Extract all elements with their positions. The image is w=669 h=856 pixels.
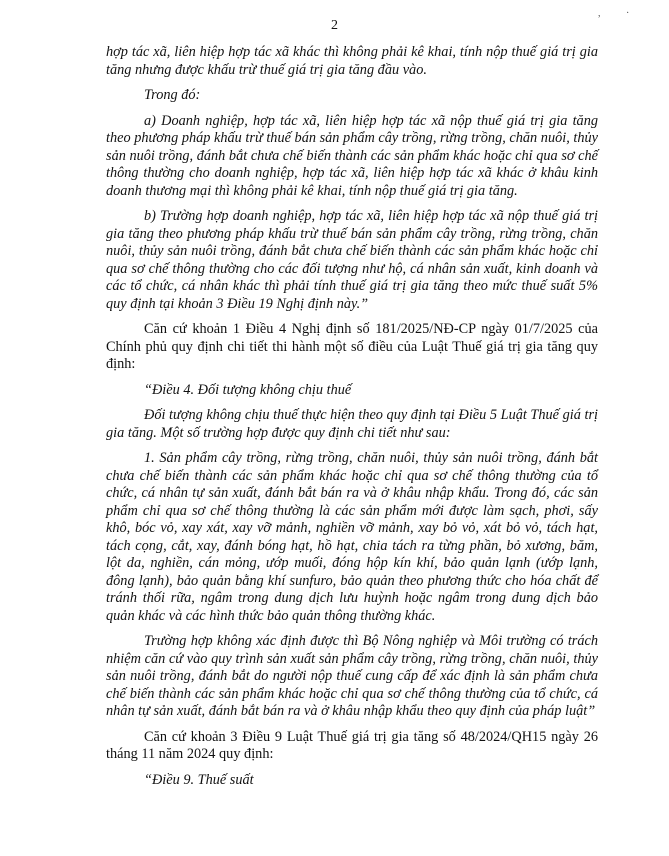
corner-mark-right: · xyxy=(626,8,630,19)
paragraph-article-4-item-1: 1. Sản phẩm cây trồng, rừng trồng, chăn nuôi, thủy sản nuôi trồng, đánh bắt chưa chế biến thành các sản phẩm khác hoặc chỉ qua sơ chế thông thường của tổ chức, cá nhân tự sản xuất, đánh bắt bán ra và ở khâu nhập khẩu. Trong đó, các sản phẩm chỉ qua sơ chế thông thường là các sản phẩm mới được làm sạch, phơi, sấy khô, bóc vỏ, xay xát, xay vỡ mảnh, nghiền vỡ mảnh, xay bỏ vỏ, xát bỏ vỏ, tách hạt, tách cọng, cắt, xay, đánh bóng hạt, hồ hạt, chia tách ra từng phần, bỏ xương, băm, lột da, nghiền, cán mỏng, ướp muối, đóng hộp kín khí, bảo quản lạnh (ướp lạnh, đông lạnh), bảo quản bằng khí sunfuro, bảo quản theo phương thức cho hóa chất để tránh thối rữa, ngâm trong dung dịch lưu huỳnh hoặc ngâm trong dung dịch bảo quản khác và các hình thức bảo quản thông thường khác. xyxy=(106,450,598,624)
document-body xyxy=(106,44,598,789)
paragraph-trong-do: Trong đó: xyxy=(144,87,201,103)
paragraph-citation-decree: Căn cứ khoản 1 Điều 4 Nghị định số 181/2025/NĐ-CP ngày 01/7/2025 của Chính phủ quy định chi tiết thi hành một số điều của Luật Thuế giá trị gia tăng quy định: xyxy=(106,321,598,372)
paragraph-article-4-heading: “Điều 4. Đối tượng không chịu thuế xyxy=(144,381,352,398)
paragraph-article-4-intro: Đối tượng không chịu thuế thực hiện theo quy định tại Điều 5 Luật Thuế giá trị gia tăng. Một số trường hợp được quy định chi tiết như sau: xyxy=(106,407,598,441)
corner-mark-left: , xyxy=(598,8,601,19)
paragraph-item-b: b) Trường hợp doanh nghiệp, hợp tác xã, liên hiệp hợp tác xã nộp thuế giá trị gia tăng theo phương pháp khấu trừ thuế bán sản phẩm cây trồng, rừng trồng, chăn nuôi, thủy sản nuôi trồng, đánh bắt chưa chế biến thành các sản phẩm khác hoặc chỉ qua sơ chế thông thường cho các đối tượng như hộ, cá nhân sản xuất, kinh doanh và các tổ chức, cá nhân khác thì phải tính thuế giá trị gia tăng theo mức thuế suất 5% quy định tại khoản 3 Điều 19 Nghị định này.” xyxy=(106,208,598,312)
paragraph-article-4-undetermined: Trường hợp không xác định được thì Bộ Nông nghiệp và Môi trường có trách nhiệm căn cứ vào quy trình sản xuất sản phẩm cây trồng, rừng trồng, chăn nuôi, thủy sản nuôi trồng, đánh bắt do người nộp thuế cung cấp để xác định là sản phẩm chưa chế biến thành các sản phẩm khác hoặc chỉ qua sơ chế thông thường của tổ chức, cá nhân tự sản xuất, đánh bắt bán ra và ở khâu nhập khẩu theo quy định của pháp luật” xyxy=(106,633,598,719)
page-number: 2 xyxy=(331,18,338,33)
paragraph-article-9-heading: “Điều 9. Thuế suất xyxy=(144,771,254,788)
paragraph-intro: hợp tác xã, liên hiệp hợp tác xã khác thì không phải kê khai, tính nộp thuế giá trị gia tăng nhưng được khấu trừ thuế giá trị gia tăng đầu vào. xyxy=(106,44,598,78)
paragraph-citation-law: Căn cứ khoản 3 Điều 9 Luật Thuế giá trị gia tăng số 48/2024/QH15 ngày 26 tháng 11 năm 2024 quy định: xyxy=(106,728,598,762)
paragraph-item-a: a) Doanh nghiệp, hợp tác xã, liên hiệp hợp tác xã nộp thuế giá trị gia tăng theo phương pháp khấu trừ thuế bán sản phẩm cây trồng, rừng trồng, chăn nuôi, thủy sản nuôi trồng, đánh bắt chưa chế biến thành các sản phẩm khác hoặc chỉ qua sơ chế thông thường cho doanh nghiệp, hợp tác xã, liên hiệp hợp tác xã khác ở khâu kinh doanh thương mại thì không phải kê khai, tính nộp thuế giá trị gia tăng. xyxy=(106,112,598,199)
